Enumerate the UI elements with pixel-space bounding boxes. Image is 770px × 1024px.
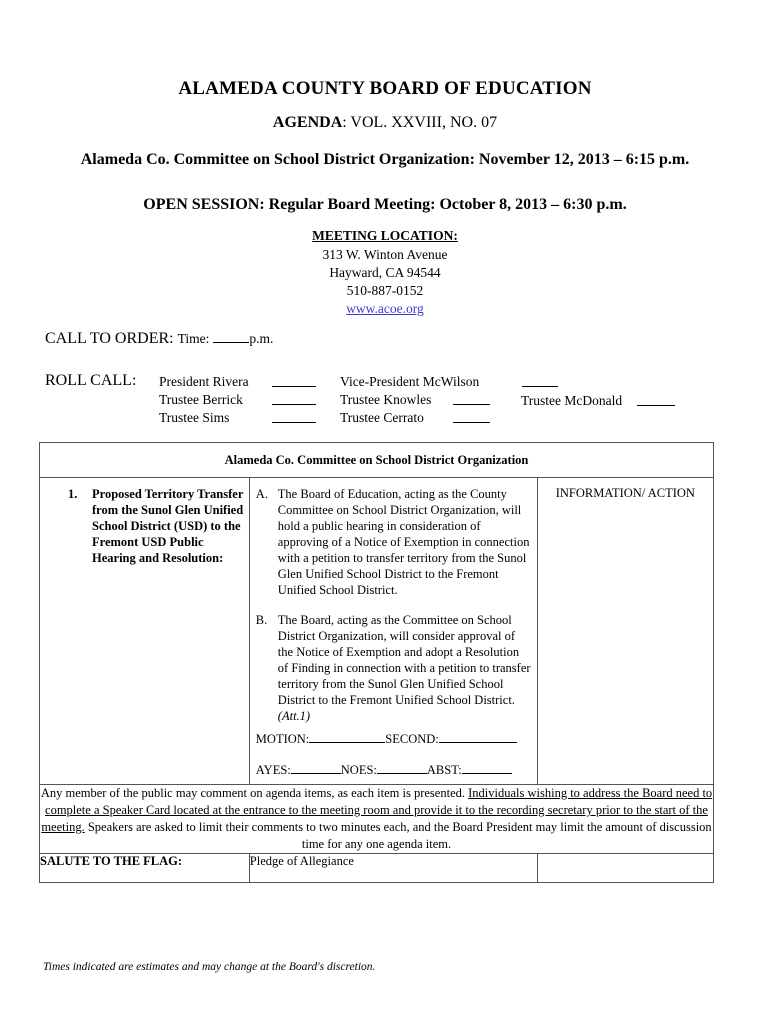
section-heading: Alameda Co. Committee on School District Organization bbox=[40, 443, 714, 478]
pm-label: p.m. bbox=[249, 331, 274, 346]
roll-blank bbox=[272, 386, 316, 387]
motion-line bbox=[254, 730, 531, 747]
paragraph-a-letter: A. bbox=[255, 487, 268, 501]
call-to-order-label: CALL TO ORDER: bbox=[45, 330, 174, 347]
committee-meeting-line: Alameda Co. Committee on School District Organization: November 12, 2013 – 6:15 p.m. bbox=[80, 151, 690, 168]
paragraph-a-text: The Board of Education, acting as the County Committee on School District Organization, will hold a public hearing in consideration of approving of a Notice of Exemption in connection with a petition to transfer territory from the Sunol Glen Unified School District to the Fremont Unified School District. bbox=[277, 487, 530, 597]
document-title: ALAMEDA COUNTY BOARD OF EDUCATION bbox=[178, 78, 592, 99]
public-comment-notice bbox=[40, 785, 714, 854]
motion-label: MOTION: bbox=[255, 732, 310, 746]
location-street: 313 W. Winton Avenue bbox=[322, 247, 448, 262]
roll-member: Trustee Knowles bbox=[340, 392, 432, 407]
salute-action-cell bbox=[537, 854, 713, 883]
item-title: Proposed Territory Transfer from the Sunol Glen Unified School District (USD) to the Fremont USD Public Hearing and Resolution: bbox=[92, 487, 244, 565]
roll-blank bbox=[272, 422, 316, 423]
paragraph-a bbox=[254, 486, 531, 598]
motion-blank bbox=[309, 730, 385, 743]
action-cell bbox=[537, 478, 713, 785]
item-number: 1. bbox=[68, 487, 78, 501]
call-to-order bbox=[45, 330, 273, 348]
meeting-location-heading: MEETING LOCATION: bbox=[312, 228, 458, 243]
website-row bbox=[0, 300, 770, 318]
roll-member: Trustee Sims bbox=[159, 410, 230, 425]
item-title-cell bbox=[40, 478, 250, 785]
roll-member: Trustee Berrick bbox=[159, 392, 243, 407]
paragraph-b bbox=[254, 612, 531, 724]
agenda-volume bbox=[0, 114, 770, 132]
roll-member: President Rivera bbox=[159, 374, 249, 389]
second-blank bbox=[439, 730, 517, 743]
notice-part-3: Speakers are asked to limit their comments to two minutes each, and the Board President may limit the amount of discussion time for any one agenda item. bbox=[87, 820, 712, 851]
ayes-blank bbox=[291, 761, 341, 774]
time-blank bbox=[213, 330, 249, 343]
paragraph-b-letter: B. bbox=[255, 613, 268, 627]
ayes-label: AYES: bbox=[255, 763, 291, 777]
roll-call-label: ROLL CALL: bbox=[45, 372, 137, 389]
roll-member: Trustee McDonald bbox=[521, 393, 623, 408]
roll-blank bbox=[453, 422, 490, 423]
noes-blank bbox=[377, 761, 427, 774]
item-description-cell bbox=[249, 478, 537, 785]
abst-blank bbox=[462, 761, 512, 774]
roll-blank bbox=[522, 386, 558, 387]
second-label: SECOND: bbox=[385, 732, 439, 746]
vote-line bbox=[254, 761, 531, 778]
salute-label: SALUTE TO THE FLAG: bbox=[40, 854, 250, 883]
abst-label: ABST: bbox=[426, 763, 462, 777]
footer-note: Times indicated are estimates and may change at the Board's discretion. bbox=[43, 961, 376, 973]
website-link[interactable]: www.acoe.org bbox=[346, 301, 424, 316]
paragraph-b-text: The Board, acting as the Committee on School District Organization, will consider approval of the Notice of Exemption and adopt a Resolution of Finding in connection with a petition to transfer territory from the Sunol Glen Unified School District to the Fremont Unified School District. bbox=[277, 613, 531, 707]
agenda-volume-number: : VOL. XXVIII, NO. 07 bbox=[342, 114, 498, 131]
salute-description: Pledge of Allegiance bbox=[249, 854, 537, 883]
attachment-ref: (Att.1) bbox=[277, 709, 311, 723]
noes-label: NOES: bbox=[340, 763, 377, 777]
roll-member: Trustee Cerrato bbox=[340, 410, 424, 425]
roll-blank bbox=[453, 404, 490, 405]
time-label: Time: bbox=[177, 331, 210, 346]
location-phone: 510-887-0152 bbox=[346, 283, 424, 298]
agenda-table bbox=[39, 442, 714, 883]
notice-part-1: Any member of the public may comment on agenda items, as each item is presented. bbox=[40, 786, 465, 800]
agenda-label: AGENDA bbox=[272, 114, 343, 131]
action-label: INFORMATION/ ACTION bbox=[555, 486, 695, 500]
roll-blank bbox=[637, 405, 675, 406]
roll-blank bbox=[272, 404, 316, 405]
open-session-line: OPEN SESSION: Regular Board Meeting: October 8, 2013 – 6:30 p.m. bbox=[143, 196, 627, 213]
notice-part-2: Individuals wishing to address the Board need to complete a Speaker Card located at the entrance to the meeting room and provide it to the recording secretary prior to the start of the meeting. bbox=[41, 786, 713, 834]
location-city: Hayward, CA 94544 bbox=[329, 265, 441, 280]
roll-member: Vice-President McWilson bbox=[340, 374, 480, 389]
